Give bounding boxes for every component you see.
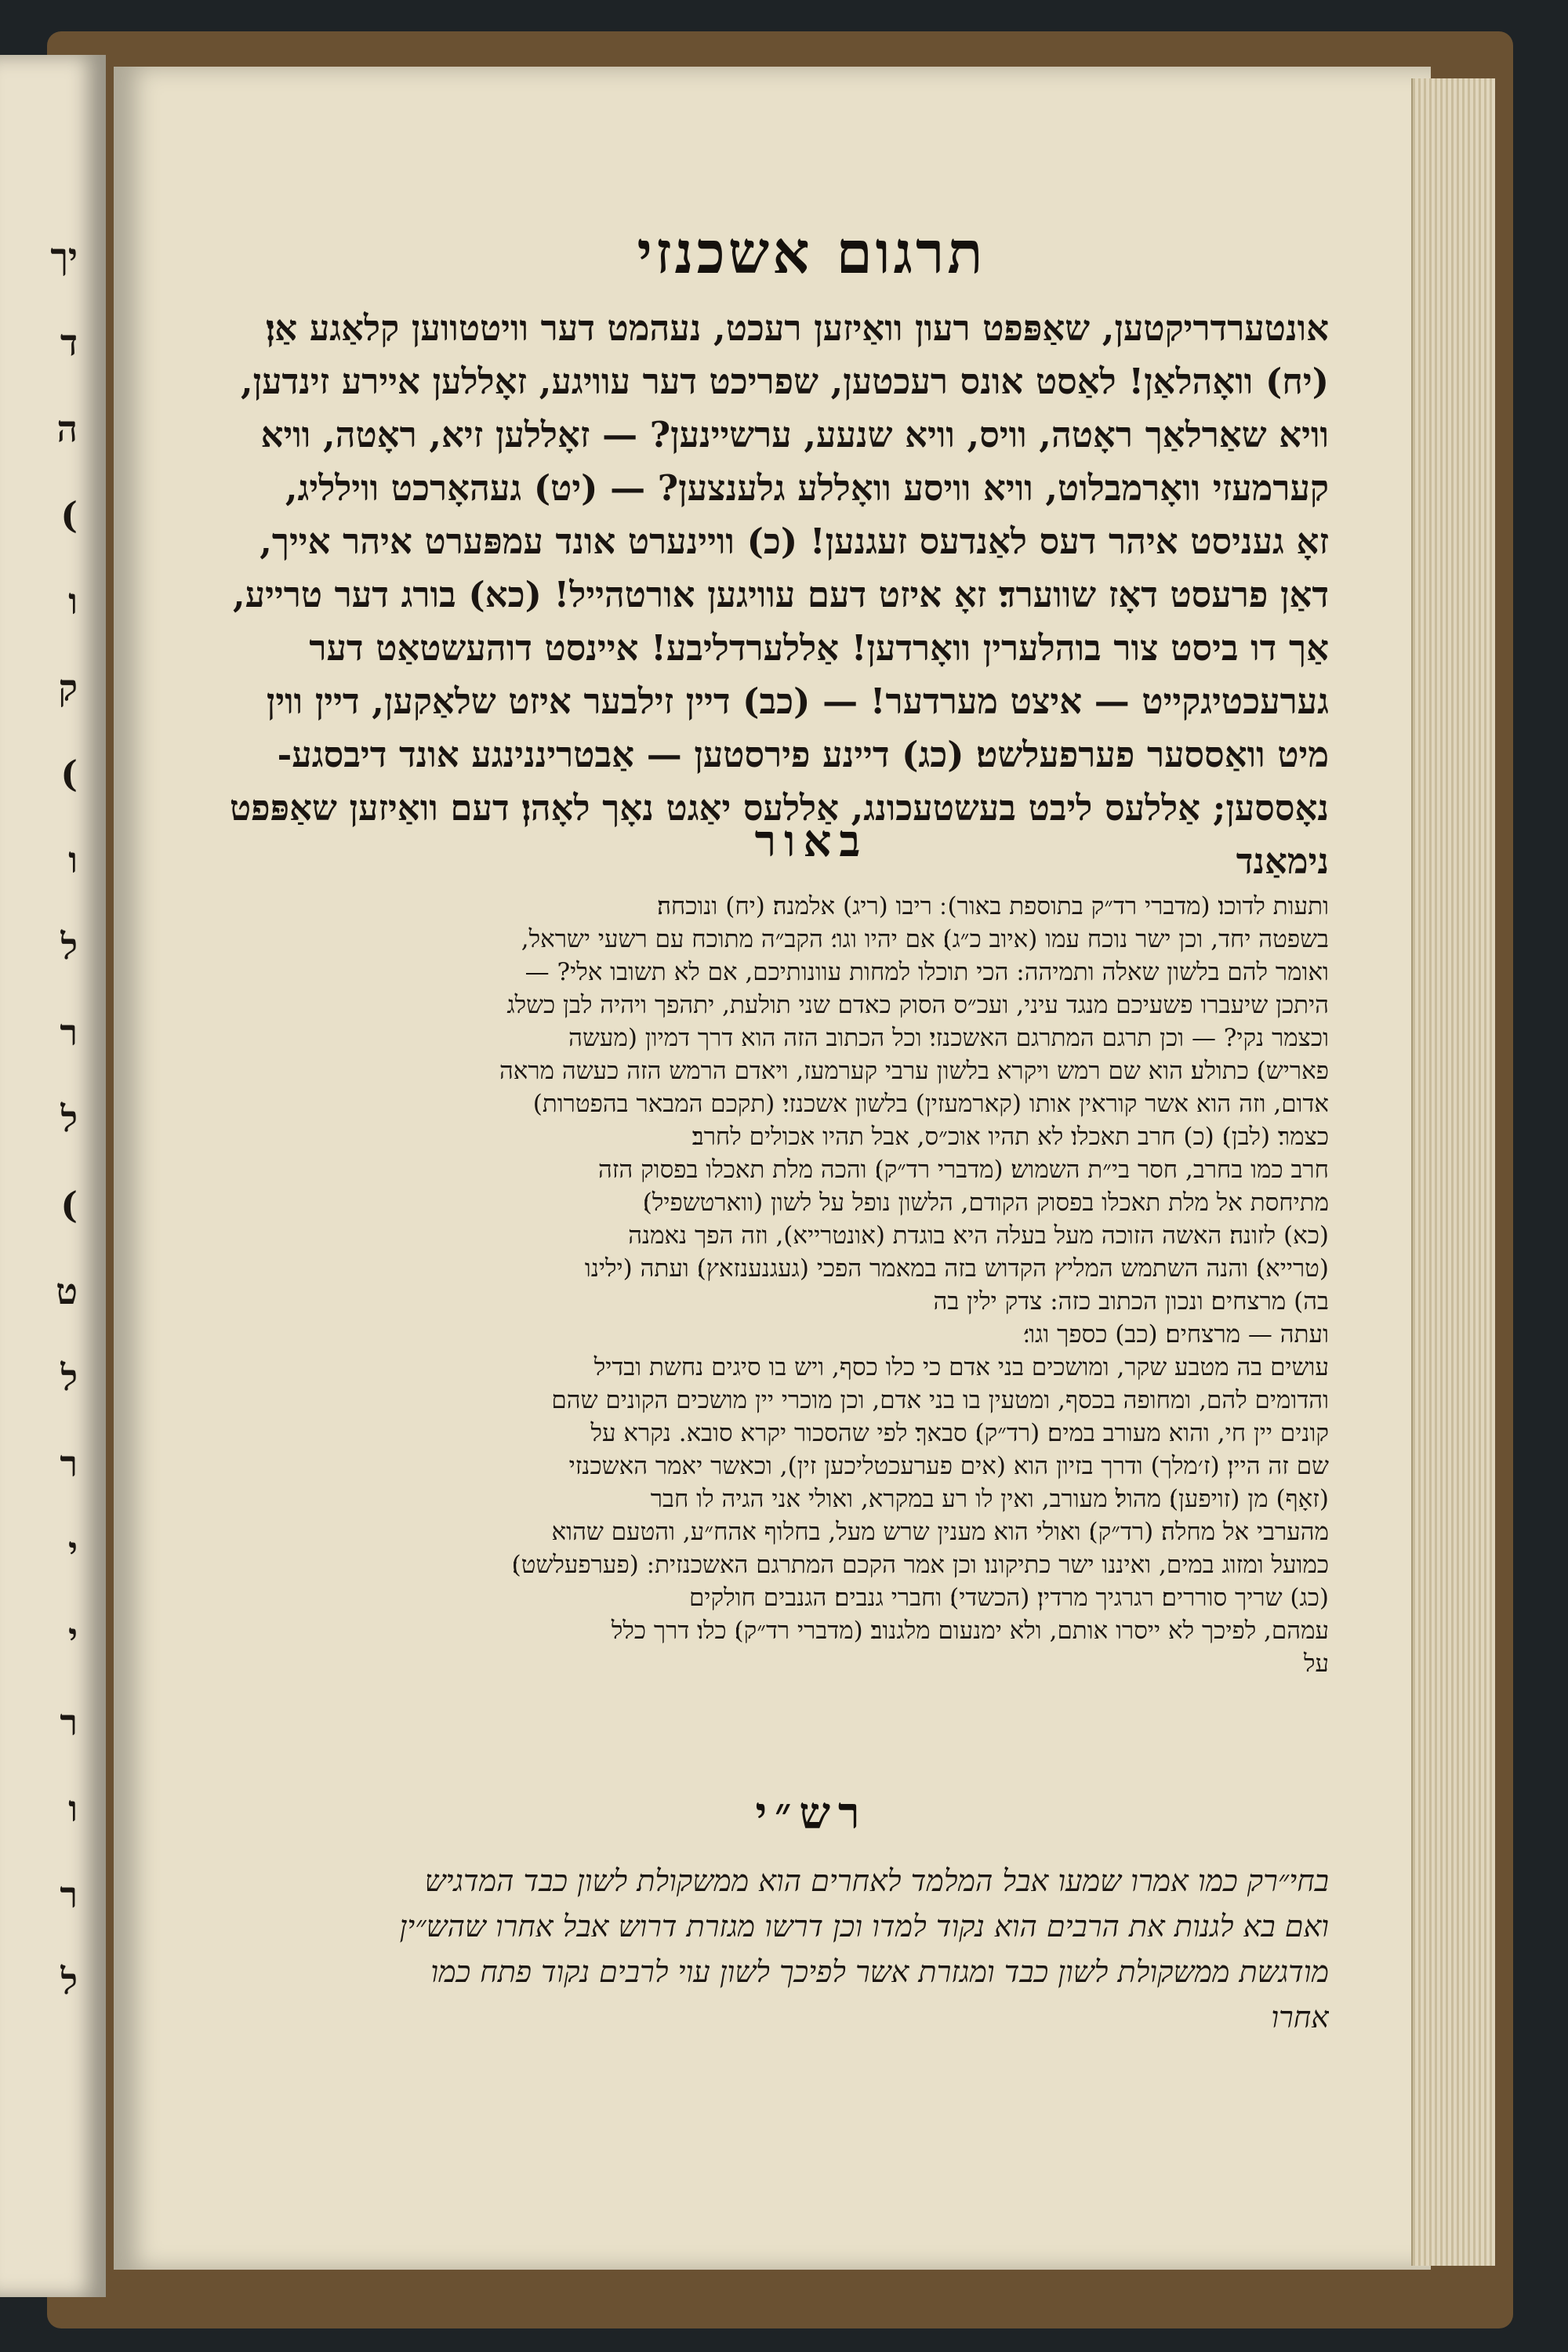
text-line: בחי״רק כמו אמרו שמעו אבל המלמד לאחרים הוא ממשקולת לשון כבד המדגיש — [424, 1864, 1329, 1898]
text-line: (טרייא)׃ והנה השתמש המליץ הקדוש בזה במאמר הפכי (געגנענזאץ)׃ ועתה (ילינו — [584, 1254, 1329, 1283]
text-line: וויא שאַרלאַך ראָטה, וויס, וויא שנעע, ערשיינען? — זאָללען זיא, ראָטה, וויא — [260, 414, 1329, 456]
left-page-glyph: ר — [60, 1443, 78, 1485]
left-page-glyph: ( — [60, 494, 78, 536]
text-line: עושים בה מטבע שקר, ומושכים בני אדם כי כלו כסף, ויש בו סיגים נחשת ובדיל — [593, 1353, 1329, 1381]
text-line: ועתה — מרצחים׃ (כב) כספך וגו׳׃ — [1023, 1320, 1329, 1348]
biur-text — [184, 890, 1329, 1680]
text-line: מיט וואַססער פערפעלשט׃ (כג) דיינע פירסטען — אַבטריננינגע אונד דיבסגע- — [277, 734, 1329, 775]
text-line: אַך דו ביסט צור בוהלערין וואָרדען! אַללערדליבע! איינסט דוהעשטאַט דער — [309, 627, 1329, 669]
text-line: עמהם, לפיכך לא ייסרו אותם, ולא ימנעום מלגנוב׃ (מדברי רד״ק)׃ כלו׃ דרך כלל — [611, 1617, 1329, 1645]
text-line: מודגשת ממשקולת לשון כבד ומגזרת אשר לפיכך לשון עוי לרבים נקוד פתח כמו — [430, 1955, 1329, 1989]
rashi-heading: רש״י — [755, 1788, 868, 1839]
left-page-edge — [0, 55, 106, 2297]
text-line: גערעכטיגקייט — איצט מערדער! — (כב) דיין זילבער איזט שלאַקען, דיין ווין — [266, 681, 1329, 722]
biur-heading: באור — [754, 815, 869, 867]
left-page-glyph: יך — [50, 235, 78, 278]
left-page-glyph: ט — [56, 1270, 78, 1312]
targum-text — [180, 302, 1329, 888]
left-page-glyph: ד — [60, 321, 78, 364]
text-line: כצמר׃ (לבן)׃ (כ) חרב תאכלו׃ לא תהיו אוכ״ס, אבל תהיו אכולים לחרב׃ — [691, 1123, 1329, 1151]
left-page-glyph: ה — [56, 408, 78, 450]
book-page — [114, 67, 1431, 2270]
text-line: כמועל ומזוג במים, ואיננו ישר כתיקונו׃ וכן אמר הקכם המתרגם האשכנזית: (פערפעלשט)׃ — [511, 1551, 1329, 1579]
text-line: נימאַנד — [1236, 840, 1329, 882]
text-line: אונטערדריקטען, שאַפּפט רעון וואַיזען רעכט, נעהמט דער וויטטווען קלאַגע אַן׃ — [265, 307, 1329, 349]
text-line: ואומר להם בלשון שאלה ותמיהה: הכי תוכלו למחות עוונותיכם, אם לא תשובו אלי? — — [524, 958, 1329, 986]
left-page-glyph: ר — [60, 1011, 78, 1054]
text-line: פאריש)׃ כתולע׃ הוא שם רמש ויקרא בלשון ערבי קערמעז, ויאדם הרמש הזה כעשה מראה — [499, 1057, 1329, 1085]
left-page-glyph: י — [67, 1529, 78, 1571]
left-page-glyph: ו — [68, 839, 78, 881]
text-line: והדומים להם, ומחופה בכסף, ומטעין בו בני אדם, וכן מוכרי יין מושכים הקונים שהם — [551, 1386, 1329, 1414]
text-line: ותעות לדוכו׃ (מדברי רד״ק בתוספת באור) ׃ ריבו (ריג) אלמנה׃ (יח) ונוכחה׃ — [657, 892, 1329, 920]
text-line: (כא) לזונה׃ האשה הזוכה מעל בעלה היא בוגדת (אונטרייא), וזה הפך נאמנה — [628, 1221, 1329, 1250]
page-edges — [1411, 78, 1495, 2266]
left-page-glyph: ל — [60, 1960, 78, 2002]
text-line: אדום, וזה הוא אשר קוראין אותו (קארמעזין) בלשון אשכנזי׃ (תקכם המבאר בהפטרות) — [532, 1090, 1329, 1118]
left-page-glyph: ר — [60, 1874, 78, 1916]
text-line: דאַן פרעסט דאָז שווערד׃ זאָ איזט דעם עוויגען אורטהייל! (כא) בורג דער טרייע, — [233, 574, 1329, 615]
text-line: בה) מרצחים׃ ונכון הכתוב כזה: צדק ילין בה — [933, 1287, 1329, 1316]
text-line: (כג) שריך סוררים׃ רגרגיך מרדין׃ (הכשדי)׃ וחברי גנבים׃ הגנבים חולקים — [689, 1584, 1329, 1612]
left-page-glyph: ל — [60, 1356, 78, 1399]
text-line: (יח) וואָהלאַן! לאַסט אונס רעכטען, שפריכט דער עוויגע, זאָללען איירע זינדען, — [240, 361, 1329, 402]
text-line: היתכן שיעברו פשעיכם מנגד עיני, ועכ״ס הסוק כאדם שני תולעת, יתהפך ויהיה לבן כשלג — [506, 991, 1329, 1019]
left-page-glyph: ו — [68, 580, 78, 622]
left-page-glyph: ל — [60, 1098, 78, 1140]
text-line: זאָ געניסט איהר דעס לאַנדעס זעגנען! (כ) וויינערט אונד עמפּערט איהר אייך, — [260, 521, 1329, 562]
left-page-glyph: ו — [68, 1788, 78, 1830]
text-line: שם זה היין׃ (ז׳מלך) ודרך בזיון הוא (אים פערעכטליכען זין), וכאשר יאמר האשכנזי — [568, 1452, 1329, 1480]
text-line: על — [1303, 1650, 1329, 1678]
text-line: בשפטה יחד, וכן ישר נוכח עמו (איוב כ״ג)׃ אם יהיו וגו׳׃ הקב״ה מתוכח עם רשעי ישראל, — [521, 925, 1329, 953]
text-line: נאָססען; אַללעס ליבט בעשטעכונג, אַללעס יאַגט נאָך לאָהן׃ דעם וואַיזען שאַפּפט — [229, 787, 1329, 829]
left-page-glyph: ק — [58, 666, 78, 709]
left-page-glyph: י — [67, 1615, 78, 1657]
text-line: ואם בא לגנות את הרבים הוא נקוד למדו וכן דרשו מגזרת דרוש אבל אחרו שהש״ין — [399, 1909, 1329, 1944]
text-line: (זאָף) מן (זויפען)׃ מהול׃ מעורב, ואין לו רע במקרא, ואולי אני הגיה לו חבר — [650, 1485, 1329, 1513]
left-page-glyph: ל — [60, 925, 78, 967]
text-line: חרב כמו בחרב, חסר בי״ת השמוש׃ (מדברי רד״ק)׃ והכה מלת תאכלו בפסוק הזה — [597, 1156, 1329, 1184]
rashi-text — [184, 1858, 1329, 2040]
text-line: קערמעזי וואָרמבלוט, וויא וויסע וואָללע גלענצען? — (יט) געהאָרכט ווילליג, — [285, 467, 1329, 509]
left-page-glyph: ( — [60, 1184, 78, 1226]
left-page-glyph: ( — [60, 753, 78, 795]
text-line: מתיחסת אל מלת תאכלו בפסוק הקודם, הלשון נופל על לשון (ווארטשפיל)׃ — [642, 1189, 1329, 1217]
page-title: תרגום אשכנזי — [637, 220, 986, 287]
text-line: מהערבי אל מחלה׃ (רד״ק)׃ ואולי הוא מענין שרש מעל, בחלוף אהח״ע, והטעם שהוא — [551, 1518, 1329, 1546]
text-line: אחרו — [1271, 2000, 1329, 2034]
left-page-glyph: ר — [60, 1701, 78, 1744]
text-line: קונים יין חי, והוא מעורב במים׃ (רד״ק)׃ סבאך׃ לפי שהסכור יקרא סובא. נקרא על — [590, 1419, 1329, 1447]
text-line: וכצמר נקי? — וכן תרגם המתרגם האשכנזי׃ וכל הכתוב הזה הוא דרך דמיון (מעשה — [568, 1024, 1329, 1052]
